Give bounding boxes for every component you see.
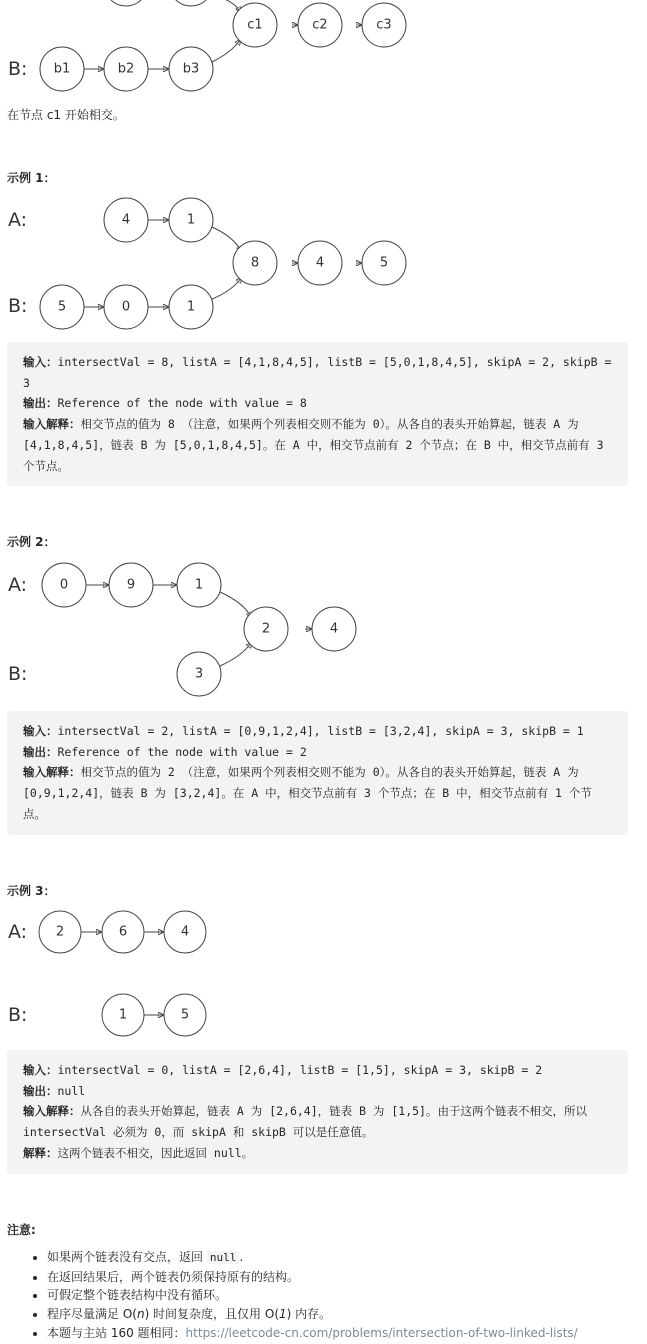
list-b-node bbox=[104, 47, 148, 91]
list-b-label: B: bbox=[8, 295, 28, 317]
explain-label: 输入解释： bbox=[23, 765, 81, 780]
svg-text:c1: c1 bbox=[247, 17, 263, 33]
problem-160-link[interactable]: https://leetcode-cn.com/problems/intersection-of-two-linked-lists/ bbox=[185, 1325, 578, 1340]
example-2-codeblock bbox=[7, 711, 628, 835]
top-list-diagram bbox=[0, 0, 647, 100]
list-a-node bbox=[169, 198, 213, 242]
note-item: • 如果两个链表没有交点，返回 null . bbox=[47, 1248, 647, 1268]
svg-text:9: 9 bbox=[126, 577, 136, 593]
list-b-node bbox=[177, 652, 221, 696]
svg-text:0: 0 bbox=[121, 299, 131, 315]
merge-arrow-b bbox=[212, 40, 240, 62]
svg-text:4: 4 bbox=[315, 255, 325, 271]
input-text: intersectVal = 0, listA = [2,6,4], listB = [1,5], skipA = 3, skipB = 2 bbox=[57, 1063, 543, 1077]
common-node bbox=[298, 3, 342, 47]
list-a-node bbox=[102, 911, 144, 953]
list-b-node bbox=[169, 285, 213, 329]
output-label: 输出： bbox=[23, 396, 58, 411]
svg-text:4: 4 bbox=[180, 924, 190, 940]
svg-text:4: 4 bbox=[329, 621, 339, 637]
svg-text:2: 2 bbox=[261, 621, 271, 637]
input-label: 输入： bbox=[23, 1063, 58, 1077]
common-node bbox=[298, 241, 342, 285]
example-3-codeblock bbox=[7, 1050, 628, 1174]
output-label: 输出： bbox=[23, 744, 58, 759]
svg-text:2: 2 bbox=[55, 924, 65, 940]
output-text: null bbox=[57, 1083, 86, 1098]
list-b-node bbox=[102, 994, 144, 1036]
example-3-heading: 示例 3： bbox=[7, 884, 56, 898]
list-b-label: B: bbox=[8, 58, 28, 80]
svg-text:b1: b1 bbox=[53, 61, 71, 77]
example-1-heading: 示例 1： bbox=[7, 171, 56, 185]
note-item: • 本题与主站 160 题相同：https://leetcode-cn.com/problems/intersection-of-two-linked-lists/ bbox=[47, 1324, 647, 1343]
svg-text:0: 0 bbox=[59, 577, 69, 593]
svg-text:c2: c2 bbox=[312, 17, 328, 33]
svg-text:b3: b3 bbox=[182, 61, 200, 77]
list-a-node bbox=[109, 563, 153, 607]
merge-arrow-a bbox=[212, 0, 240, 12]
output-text: Reference of the node with value = 2 bbox=[57, 744, 307, 759]
example-2-heading: 示例 2： bbox=[7, 535, 56, 549]
svg-text:1: 1 bbox=[194, 577, 204, 593]
svg-text:8: 8 bbox=[250, 255, 260, 271]
input-text: intersectVal = 8, listA = [4,1,8,4,5], listB = [5,0,1,8,4,5], skipA = 2, skipB = 3 bbox=[23, 355, 619, 390]
list-a-node bbox=[164, 911, 206, 953]
explain-text: 从各自的表头开始算起，链表 A 为 [2,6,4]，链表 B 为 [1,5]。由于这两个链表不相交，所以 intersectVal 必须为 0，而 skipA 和 skipB 可以是任意值。 bbox=[23, 1104, 594, 1140]
example-2-diagram bbox=[0, 559, 647, 704]
input-label: 输入： bbox=[23, 724, 58, 738]
svg-text:1: 1 bbox=[186, 299, 196, 315]
explain-label: 输入解释： bbox=[23, 1104, 81, 1119]
svg-text:1: 1 bbox=[118, 1007, 128, 1023]
list-a-node bbox=[42, 563, 86, 607]
common-node bbox=[312, 607, 356, 651]
svg-text:5: 5 bbox=[57, 299, 67, 315]
common-node bbox=[233, 241, 277, 285]
list-a-node bbox=[177, 563, 221, 607]
list-a-label: A: bbox=[8, 921, 28, 943]
list-b-label: B: bbox=[8, 1004, 28, 1026]
note-item: • 在返回结果后，两个链表仍须保持原有的结构。 bbox=[47, 1268, 647, 1287]
output-label: 输出： bbox=[23, 1083, 58, 1098]
conclusion-text: 这两个链表不相交，因此返回 null。 bbox=[57, 1145, 254, 1160]
example-1-diagram bbox=[0, 195, 647, 335]
svg-text:3: 3 bbox=[194, 666, 204, 682]
list-b-node bbox=[169, 47, 213, 91]
list-b-node bbox=[164, 994, 206, 1036]
input-text: intersectVal = 2, listA = [0,9,1,2,4], listB = [3,2,4], skipA = 3, skipB = 1 bbox=[57, 724, 584, 738]
list-b-node bbox=[104, 285, 148, 329]
list-a-node bbox=[39, 911, 81, 953]
svg-text:c3: c3 bbox=[376, 17, 392, 33]
conclusion-label: 解释： bbox=[23, 1145, 58, 1160]
svg-text:1: 1 bbox=[186, 212, 196, 228]
note-item: • 可假定整个链表结构中没有循环。 bbox=[47, 1286, 647, 1305]
input-label: 输入： bbox=[23, 355, 58, 369]
notes-heading: 注意: bbox=[7, 1223, 36, 1237]
explain-text: 相交节点的值为 2 （注意，如果两个列表相交则不能为 0）。从各自的表头开始算起，链表 A 为 [0,9,1,2,4]，链表 B 为 [3,2,4]。在 A 中，相交节点前有 3 个节点；在 B 中，相交节点前有 1 个节点。 bbox=[23, 765, 592, 821]
list-b-label: B: bbox=[8, 663, 28, 685]
svg-text:b2: b2 bbox=[117, 61, 135, 77]
svg-text:4: 4 bbox=[121, 212, 131, 228]
list-a-node bbox=[104, 198, 148, 242]
common-node bbox=[362, 241, 406, 285]
explain-label: 输入解释： bbox=[23, 417, 81, 432]
list-a-label: A: bbox=[8, 574, 28, 596]
common-node bbox=[244, 607, 288, 651]
svg-text:6: 6 bbox=[118, 924, 128, 940]
note-item: • 程序尽量满足 O(n) 时间复杂度，且仅用 O(1) 内存。 bbox=[47, 1305, 647, 1324]
example-3-diagram bbox=[0, 908, 647, 1043]
explain-text: 相交节点的值为 8 （注意，如果两个列表相交则不能为 0）。从各自的表头开始算起，链表 A 为 [4,1,8,4,5]，链表 B 为 [5,0,1,8,4,5]。在 A 中，相交节点前有 2 个节点；在 B 中，相交节点前有 3 个节点。 bbox=[23, 417, 611, 473]
list-b-node bbox=[40, 285, 84, 329]
list-a-tail-node bbox=[104, 0, 148, 6]
common-node bbox=[233, 3, 277, 47]
svg-text:5: 5 bbox=[379, 255, 389, 271]
intersect-note: 在节点 c1 开始相交。 bbox=[7, 108, 125, 122]
output-text: Reference of the node with value = 8 bbox=[57, 396, 307, 411]
common-node bbox=[362, 3, 406, 47]
example-1-codeblock bbox=[7, 342, 628, 486]
null-code: null bbox=[207, 1251, 240, 1264]
notes-list bbox=[7, 1248, 647, 1343]
list-a-tail-node bbox=[169, 0, 213, 6]
list-a-label: A: bbox=[8, 209, 28, 231]
svg-text:5: 5 bbox=[180, 1007, 190, 1023]
list-b-node bbox=[40, 47, 84, 91]
